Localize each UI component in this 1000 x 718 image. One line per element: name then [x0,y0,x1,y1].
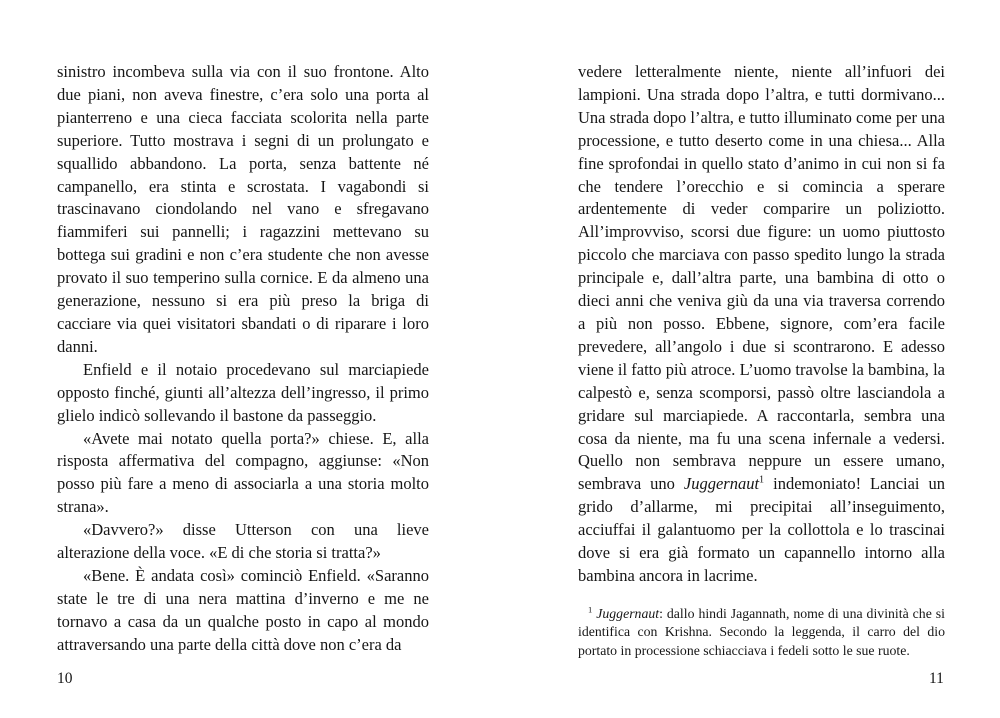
footnote [578,605,945,661]
body-text-part: indemoniato! Lanciai un grido d’allarme, mi precipitai all’inseguimento, acciuffai il galantuomo per la collottola e lo trascinai dove si era già formato un capannello intorno alla bambina ancora in lacrime. [578,474,945,585]
page-left [57,61,429,657]
page-right [578,61,945,661]
paragraph: «Bene. È andata così» cominciò Enfield. «Saranno state le tre di una nera mattina d’inverno e me ne tornavo a casa da un qualche posto in capo al mondo attraversando una parte della città dove non c’era da [57,565,429,654]
paragraph: «Davvero?» disse Utterson con una lieve alterazione della voce. «E di che storia si tratta?» [57,520,429,563]
page-number-left: 10 [57,670,73,687]
paragraph [578,61,945,588]
footnote-marker: 1 [588,604,593,615]
paragraph: «Avete mai notato quella porta?» chiese. E, alla risposta affermativa del compagno, aggiunse: «Non posso più fare a meno di associarla a una storia molto strana». [57,428,429,517]
footnote-term: Juggernaut [596,605,660,621]
paragraph: sinistro incombeva sulla via con il suo frontone. Alto due piani, non aveva finestre, c’era solo una porta al pianterreno e una cieca facciata scolorita nella parte superiore. Tutto mostrava i segni di un prolungato e squallido abbandono. La porta, senza battente né campanello, era stinta e scrostata. I vagabondi si trascinavano ciondolando nel vano e sfregavano fiammiferi sui pannelli; i ragazzini mettevano su bottega sui gradini e non c’era studente che non avesse provato il suo temperino sulla cornice. E da almeno una generazione, nessuno si era più preso la briga di cacciare via quei visitatori sbandati o di riparare i loro danni. [57,62,429,356]
body-text-part: vedere letteralmente niente, niente all’infuori dei lampioni. Una strada dopo l’altra, e tutti dormivano... Una strada dopo l’altra, e tutto illuminato come per una processione, e tutto deserto come in una chiesa... Alla fine sprofondai in quello stato d’animo in cui non si fa che tendere l’orecchio e si comincia a sperare ardentemente di veder comparire un poliziotto. All’improvviso, scorsi due figure: un uomo piuttosto piccolo che marciava con passo spedito lungo la strada principale e, dall’altra parte, una bambina di otto o dieci anni che veniva giù da una via traversa correndo a più non posso. Ebbene, signore, com’era facile prevedere, all’angolo i due si scontrarono. E adesso viene il fatto più atroce. L’uomo travolse la bambina, la calpestò e, senza scomporsi, passò oltre lasciandola a gridare sul marciapiede. A raccontarla, sembra una cosa da niente, ma fu una scena infernale a vedersi. Quello non sembrava neppure un essere umano, sembrava uno [578,62,945,494]
page-number-right: 11 [929,670,944,687]
paragraph: Enfield e il notaio procedevano sul marciapiede opposto finché, giunti all’altezza dell’ingresso, il primo glielo indicò sollevando il bastone da passeggio. [57,359,429,425]
footnote-reference: 1 [759,474,765,486]
footnote-text: : dallo hindi Jagannath, nome di una divinità che si identifica con Krishna. Secondo la leggenda, il carro del dio portato in processione schiacciava i fedeli sotto le sue ruote. [578,605,945,659]
juggernaut-term: Juggernaut [683,474,760,494]
